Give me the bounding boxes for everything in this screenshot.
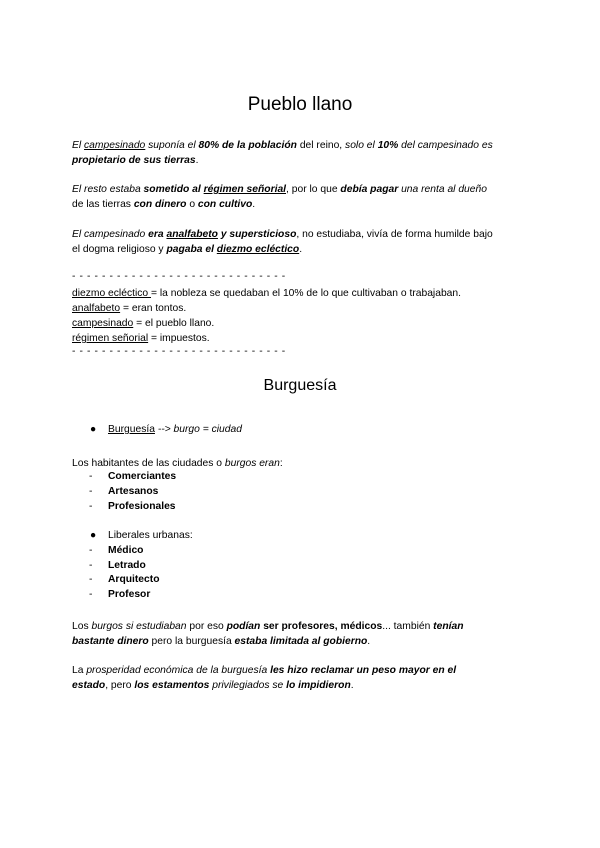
- text: solo el: [345, 140, 378, 151]
- text: .: [299, 244, 303, 255]
- glossary-item: [72, 331, 532, 346]
- dash-icon: -: [89, 501, 93, 512]
- text: 80% de la población: [198, 140, 297, 151]
- text: y supersticioso: [217, 229, 297, 240]
- text: Los habitantes de las ciudades o: [72, 458, 225, 469]
- text: , por lo que: [286, 184, 341, 195]
- list-item: Arquitecto: [108, 574, 160, 585]
- text: Burguesía: [108, 424, 155, 435]
- text: los estamentos: [134, 680, 210, 691]
- dash-icon: -: [89, 589, 93, 600]
- text: 10%: [377, 140, 399, 151]
- text: ... también: [382, 621, 434, 632]
- text: suponía el: [145, 140, 199, 151]
- text: El: [72, 140, 85, 151]
- text: por eso: [186, 621, 227, 632]
- text: .: [367, 636, 371, 647]
- text: privilegiados: [209, 680, 270, 691]
- bullet-icon: ●: [90, 530, 97, 541]
- text: se: [269, 680, 287, 691]
- paragraph-4: [72, 619, 532, 649]
- text: Los: [72, 621, 92, 632]
- bullet-liberales: Liberales urbanas:: [108, 530, 193, 541]
- list-item: Médico: [108, 545, 144, 556]
- glossary-definition: = la nobleza se quedaban el 10% de lo que cultivaban o trabajaban.: [150, 288, 461, 299]
- text: del campesinado es: [398, 140, 493, 151]
- dash-icon: -: [89, 486, 93, 497]
- glossary: [72, 286, 532, 346]
- text: campesinado: [84, 140, 146, 151]
- text: del reino,: [296, 140, 346, 151]
- text: analfabeto: [166, 229, 218, 240]
- text: .: [252, 199, 256, 210]
- text: propietario de sus tierras: [72, 155, 196, 166]
- text: ser profesores, médicos: [260, 621, 383, 632]
- dash-icon: -: [89, 545, 93, 556]
- text: estaba limitada al gobierno: [234, 636, 368, 647]
- text: lo impidieron: [286, 680, 351, 691]
- text: :: [279, 458, 283, 469]
- text: bastante dinero: [72, 636, 149, 647]
- glossary-term: régimen señorial: [72, 333, 149, 344]
- text: .: [195, 155, 199, 166]
- text: debía pagar: [340, 184, 399, 195]
- paragraph-2: [72, 182, 532, 212]
- separator-top: - - - - - - - - - - - - - - - - - - - - - - - - - - - - -: [72, 271, 286, 282]
- glossary-term: analfabeto: [72, 303, 121, 314]
- paragraph-1: [72, 138, 532, 168]
- glossary-term: diezmo ecléctico: [72, 288, 151, 299]
- text: El campesinado: [72, 229, 149, 240]
- bullet-burguesia: [108, 424, 242, 435]
- glossary-definition: = el pueblo llano.: [133, 318, 215, 329]
- list-item: Profesionales: [108, 501, 176, 512]
- text: burgos eran: [224, 458, 280, 469]
- text: con dinero: [133, 199, 187, 210]
- text: estado: [72, 680, 106, 691]
- text: El resto estaba: [72, 184, 144, 195]
- text: burgos si estudiaban: [91, 621, 187, 632]
- text: La: [72, 665, 87, 676]
- glossary-definition: = eran tontos.: [120, 303, 187, 314]
- text: de las tierras: [72, 199, 134, 210]
- text: --> burgo = ciudad: [154, 424, 242, 435]
- glossary-term: campesinado: [72, 318, 134, 329]
- text: o: [186, 199, 198, 210]
- text: prosperidad económica de la burguesía: [86, 665, 268, 676]
- list-item: Letrado: [108, 560, 146, 571]
- text: sometido al: [143, 184, 204, 195]
- text: , no estudiaba, vivía de forma humilde bajo: [296, 229, 493, 240]
- text: , pero: [105, 680, 135, 691]
- list-item: Artesanos: [108, 486, 159, 497]
- list-item: Comerciantes: [108, 471, 177, 482]
- text: pero la burguesía: [148, 636, 235, 647]
- text: podían: [226, 621, 261, 632]
- title-pueblo-llano: Pueblo llano: [247, 94, 353, 115]
- text: diezmo ecléctico: [216, 244, 300, 255]
- text: el dogma religioso y: [72, 244, 167, 255]
- paragraph-3: [72, 227, 532, 257]
- text: una renta al dueño: [398, 184, 487, 195]
- text: .: [350, 680, 354, 691]
- text: con cultivo: [197, 199, 253, 210]
- paragraph-5: [72, 663, 532, 693]
- bullet-icon: ●: [90, 424, 97, 435]
- dash-icon: -: [89, 574, 93, 585]
- glossary-item: [72, 316, 532, 331]
- list-item: Profesor: [108, 589, 151, 600]
- title-burguesia: Burguesía: [263, 377, 337, 394]
- text: régimen señorial: [203, 184, 287, 195]
- glossary-item: [72, 286, 532, 301]
- glossary-definition: = impuestos.: [148, 333, 210, 344]
- glossary-item: [72, 301, 532, 316]
- text: era: [148, 229, 167, 240]
- text: pagaba el: [166, 244, 217, 255]
- intro-habitantes: [72, 456, 532, 471]
- text: tenían: [433, 621, 464, 632]
- text: les hizo reclamar un peso mayor en el: [267, 665, 457, 676]
- dash-icon: -: [89, 560, 93, 571]
- dash-icon: -: [89, 471, 93, 482]
- separator-bottom: - - - - - - - - - - - - - - - - - - - - - - - - - - - - -: [72, 346, 286, 357]
